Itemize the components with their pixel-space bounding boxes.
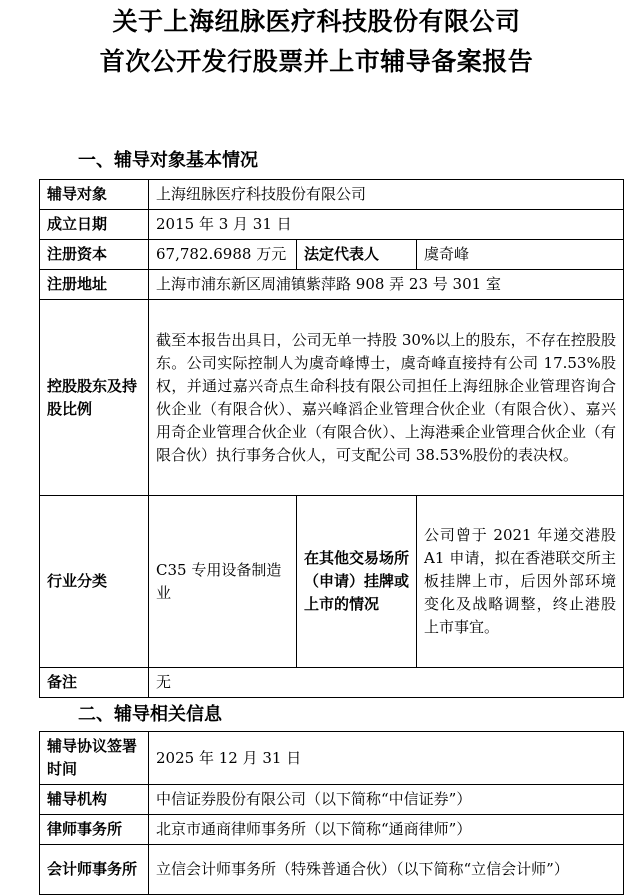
section1-heading: 一、辅导对象基本情况 [78, 150, 258, 171]
target-label: 辅导对象 [40, 180, 149, 210]
rep-label: 法定代表人 [297, 240, 417, 270]
target-value: 上海纽脉医疗科技股份有限公司 [149, 180, 624, 210]
table-row [40, 180, 624, 210]
table-row [40, 785, 624, 815]
org-label: 辅导机构 [40, 785, 149, 815]
acct-value: 立信会计师事务所（特殊普通合伙）（以下简称“立信会计师”） [149, 845, 624, 895]
doc-title-line1: 关于上海纽脉医疗科技股份有限公司 [112, 7, 521, 36]
table-row [40, 732, 624, 785]
industry-label: 行业分类 [40, 496, 149, 668]
sign-value: 2025 年 12 月 31 日 [149, 732, 624, 785]
remark-label: 备注 [40, 668, 149, 698]
org-value: 中信证券股份有限公司（以下简称“中信证券”） [149, 785, 624, 815]
doc-title-line2: 首次公开发行股票并上市辅导备案报告 [99, 47, 534, 76]
table-row [40, 845, 624, 895]
basic-info-table [39, 179, 624, 698]
listing-label: 在其他交易场所（申请）挂牌或上市的情况 [297, 496, 417, 668]
rep-value: 虞奇峰 [417, 240, 624, 270]
law-label: 律师事务所 [40, 815, 149, 845]
tutoring-info-table [39, 731, 624, 895]
table-row [40, 300, 624, 496]
date-value: 2015 年 3 月 31 日 [149, 210, 624, 240]
table-row [40, 496, 624, 668]
date-label: 成立日期 [40, 210, 149, 240]
address-label: 注册地址 [40, 270, 149, 300]
table-row [40, 270, 624, 300]
table-row [40, 210, 624, 240]
listing-value: 公司曾于 2021 年递交港股 A1 申请，拟在香港联交所主板挂牌上市，后因外部环境变化及战略调整，终止港股上市事宜。 [417, 496, 624, 668]
capital-value: 67,782.6988 万元 [149, 240, 297, 270]
section2-heading: 二、辅导相关信息 [78, 704, 222, 725]
law-value: 北京市通商律师事务所（以下简称“通商律师”） [149, 815, 624, 845]
acct-label: 会计师事务所 [40, 845, 149, 895]
sign-label: 辅导协议签署时间 [40, 732, 149, 785]
remark-value: 无 [149, 668, 624, 698]
holder-label: 控股股东及持股比例 [40, 300, 149, 496]
holder-value: 截至本报告出具日，公司无单一持股 30%以上的股东，不存在控股股东。公司实际控制人为虞奇峰博士，虞奇峰直接持有公司 17.53%股权，并通过嘉兴奇点生命科技有限公司担任上海纽脉企业管理咨询合伙企业（有限合伙）、嘉兴峰滔企业管理合伙企业（有限合伙）、嘉兴用奇企业管理合伙企业（有限合伙）、上海港乘企业管理合伙企业（有限合伙）执行事务合伙人，可支配公司 38.53%股份的表决权。 [149, 300, 624, 496]
table-row [40, 668, 624, 698]
table-row [40, 240, 624, 270]
industry-value: C35 专用设备制造业 [149, 496, 297, 668]
address-value: 上海市浦东新区周浦镇紫萍路 908 弄 23 号 301 室 [149, 270, 624, 300]
table-row [40, 815, 624, 845]
capital-label: 注册资本 [40, 240, 149, 270]
